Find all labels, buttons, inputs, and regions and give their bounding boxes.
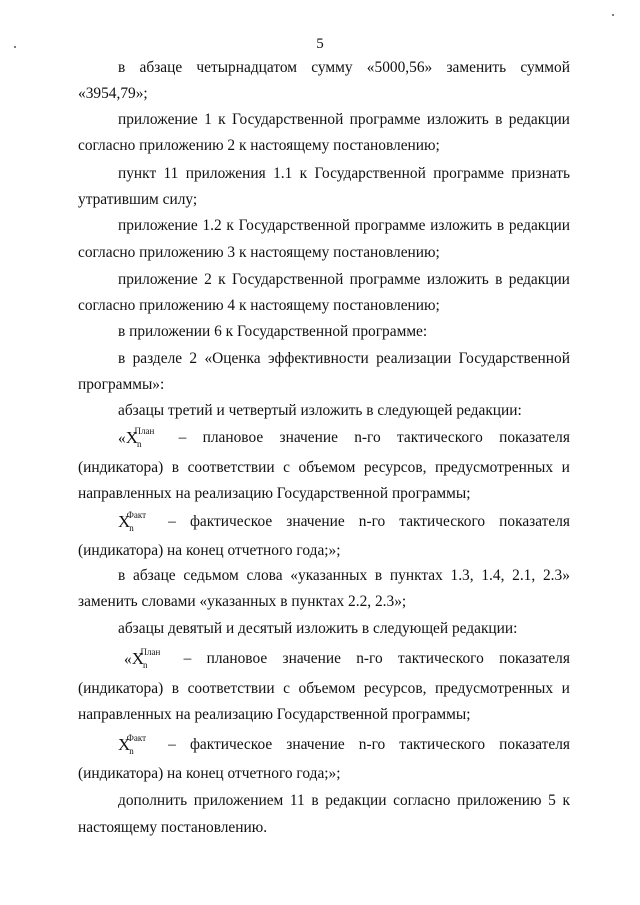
word: – — [168, 513, 176, 530]
word: программе — [349, 111, 421, 128]
word: изложить — [426, 111, 489, 128]
word: программе — [349, 271, 421, 288]
word: к — [218, 271, 226, 288]
text-line: абзацы девятый и десятый изложить в следующей редакции: — [118, 620, 518, 637]
word: 1 — [204, 111, 212, 128]
text-line — [118, 58, 570, 78]
scan-speck — [612, 14, 614, 16]
word: программе — [433, 165, 504, 182]
word: приложением — [193, 792, 284, 809]
word: пунктах — [389, 567, 443, 584]
word: – — [178, 429, 187, 446]
word: в — [495, 111, 503, 128]
word: в — [171, 459, 180, 476]
word: приложение — [118, 217, 198, 234]
word: пункт — [118, 165, 157, 182]
word: в — [311, 792, 319, 809]
page-number: 5 — [316, 36, 324, 52]
word: объемом — [298, 680, 356, 697]
word: ресурсов, — [363, 680, 427, 697]
word: абзаце — [139, 59, 183, 76]
text-line — [118, 164, 570, 184]
word: абзаце — [133, 567, 176, 584]
word: показателя — [499, 513, 570, 530]
word: в — [171, 680, 180, 697]
word: тактического — [399, 513, 486, 530]
word: редакции — [508, 111, 570, 128]
text-line — [118, 349, 570, 369]
word: приложению — [457, 792, 542, 809]
formula-line — [124, 649, 570, 671]
text-line: согласно приложению 4 к настоящему постановлению; — [78, 297, 440, 314]
word: – — [168, 736, 176, 753]
word: 1.2 — [202, 217, 222, 234]
subscript: n — [142, 660, 148, 670]
word: приложение — [118, 271, 198, 288]
text-line — [118, 216, 570, 236]
word: четырнадцатом — [196, 59, 297, 76]
word: значение — [286, 736, 345, 753]
word: 2 — [189, 350, 198, 367]
text-line: согласно приложению 2 к настоящему постановлению; — [78, 137, 440, 154]
word: показателя — [499, 429, 570, 446]
word: 1.3, — [450, 567, 474, 584]
symbol-x: X — [118, 512, 131, 531]
word: тактического — [397, 650, 484, 667]
superscript: Факт — [126, 733, 147, 743]
word: предусмотренных — [435, 459, 554, 476]
word: к — [562, 792, 570, 809]
word: n-го — [358, 513, 386, 530]
word: 11 — [289, 792, 305, 809]
text-line: направленных на реализацию Государственной программы; — [78, 706, 471, 723]
word: суммой — [520, 59, 570, 76]
open-quote: « — [118, 430, 126, 447]
superscript: План — [140, 647, 161, 657]
word: 2 — [204, 271, 212, 288]
text-line: настоящему постановлению. — [78, 819, 268, 836]
word: программе — [354, 217, 426, 234]
word: признать — [511, 165, 570, 182]
text-line: заменить словами «указанных в пунктах 2.2, 2.3»; — [78, 593, 407, 610]
word: в — [118, 567, 126, 584]
word: n-го — [354, 429, 381, 446]
word: соответствии — [187, 680, 275, 697]
formula-symbol — [118, 735, 154, 757]
word: приложение — [118, 111, 198, 128]
text-line — [118, 566, 570, 586]
text-line: согласно приложению 3 к настоящему постановлению; — [78, 244, 440, 261]
word: приложения — [185, 165, 266, 182]
text-line — [118, 791, 570, 811]
word: заменить — [446, 59, 507, 76]
formula-symbol — [124, 649, 168, 671]
word: и — [561, 680, 570, 697]
word: значение — [279, 429, 338, 446]
formula-symbol — [118, 428, 162, 450]
text-line — [78, 458, 570, 478]
word: 2.3» — [542, 567, 570, 584]
text-line: утратившим силу; — [78, 191, 198, 208]
word: редакции — [508, 217, 570, 234]
formula-symbol — [118, 512, 154, 534]
word: к — [299, 165, 308, 182]
superscript: Факт — [126, 510, 147, 520]
word: плановое — [206, 650, 268, 667]
symbol-x: X — [125, 428, 138, 447]
word: 1.1 — [273, 165, 293, 182]
word: (индикатора) — [78, 459, 164, 476]
word: к — [218, 111, 226, 128]
word: согласно — [393, 792, 451, 809]
text-line — [78, 679, 570, 699]
word: «указанных — [290, 567, 368, 584]
word: соответствии — [187, 459, 275, 476]
word: Государственной — [238, 217, 350, 234]
subscript: n — [129, 746, 134, 756]
word: реализации — [376, 350, 452, 367]
word: и — [561, 459, 570, 476]
word: редакции — [325, 792, 387, 809]
word: к — [226, 217, 234, 234]
text-line: в приложении 6 к Государственной программе: — [118, 323, 428, 340]
word: n-го — [356, 650, 383, 667]
word: с — [283, 459, 290, 476]
word: плановое — [202, 429, 264, 446]
open-quote: « — [124, 651, 132, 668]
word: Государственной — [314, 165, 426, 182]
word: Государственной — [232, 111, 344, 128]
word: в — [496, 217, 505, 234]
word: седьмом — [183, 567, 239, 584]
word: слова — [246, 567, 283, 584]
word: n-го — [358, 736, 386, 753]
word: 1.4, — [481, 567, 505, 584]
formula-line — [118, 512, 570, 534]
word: в — [374, 567, 383, 584]
word: разделе — [132, 350, 183, 367]
word: фактическое — [189, 736, 273, 753]
word: редакции — [508, 271, 570, 288]
word: «Оценка — [204, 350, 261, 367]
word: эффективности — [267, 350, 369, 367]
text-line: (индикатора) на конец отчетного года;»; — [78, 765, 341, 782]
symbol-x: X — [131, 649, 144, 668]
superscript: План — [134, 426, 155, 436]
word: фактическое — [189, 513, 273, 530]
word: дополнить — [118, 792, 188, 809]
symbol-x: X — [118, 735, 131, 754]
word: значение — [282, 650, 341, 667]
word: изложить — [430, 217, 493, 234]
word: тактического — [399, 736, 486, 753]
word: тактического — [396, 429, 483, 446]
word: Государственной — [458, 350, 570, 367]
subscript: n — [136, 439, 142, 449]
word: изложить — [426, 271, 489, 288]
text-line — [118, 270, 570, 290]
word: 2.1, — [512, 567, 536, 584]
word: предусмотренных — [435, 680, 554, 697]
word: 5 — [548, 792, 556, 809]
formula-line — [118, 735, 570, 757]
word: в — [495, 271, 503, 288]
word: с — [283, 680, 290, 697]
text-line: абзацы третий и четвертый изложить в следующей редакции: — [118, 402, 522, 419]
formula-line — [118, 428, 570, 450]
word: показателя — [499, 736, 570, 753]
text-line: направленных на реализацию Государственной программы; — [78, 485, 471, 502]
text-line — [118, 110, 570, 130]
text-line: (индикатора) на конец отчетного года;»; — [78, 542, 341, 559]
subscript: n — [129, 523, 134, 533]
word: объемом — [298, 459, 356, 476]
text-line: программы»: — [78, 376, 165, 393]
word: ресурсов, — [363, 459, 427, 476]
text-line: «3954,79»; — [78, 85, 148, 102]
word: – — [183, 650, 192, 667]
word: в — [118, 350, 126, 367]
word: сумму — [311, 59, 353, 76]
word: значение — [286, 513, 345, 530]
word: в — [118, 59, 126, 76]
word: Государственной — [232, 271, 344, 288]
word: (индикатора) — [78, 680, 164, 697]
word: показателя — [499, 650, 570, 667]
word: «5000,56» — [366, 59, 433, 76]
word: 11 — [163, 165, 179, 182]
